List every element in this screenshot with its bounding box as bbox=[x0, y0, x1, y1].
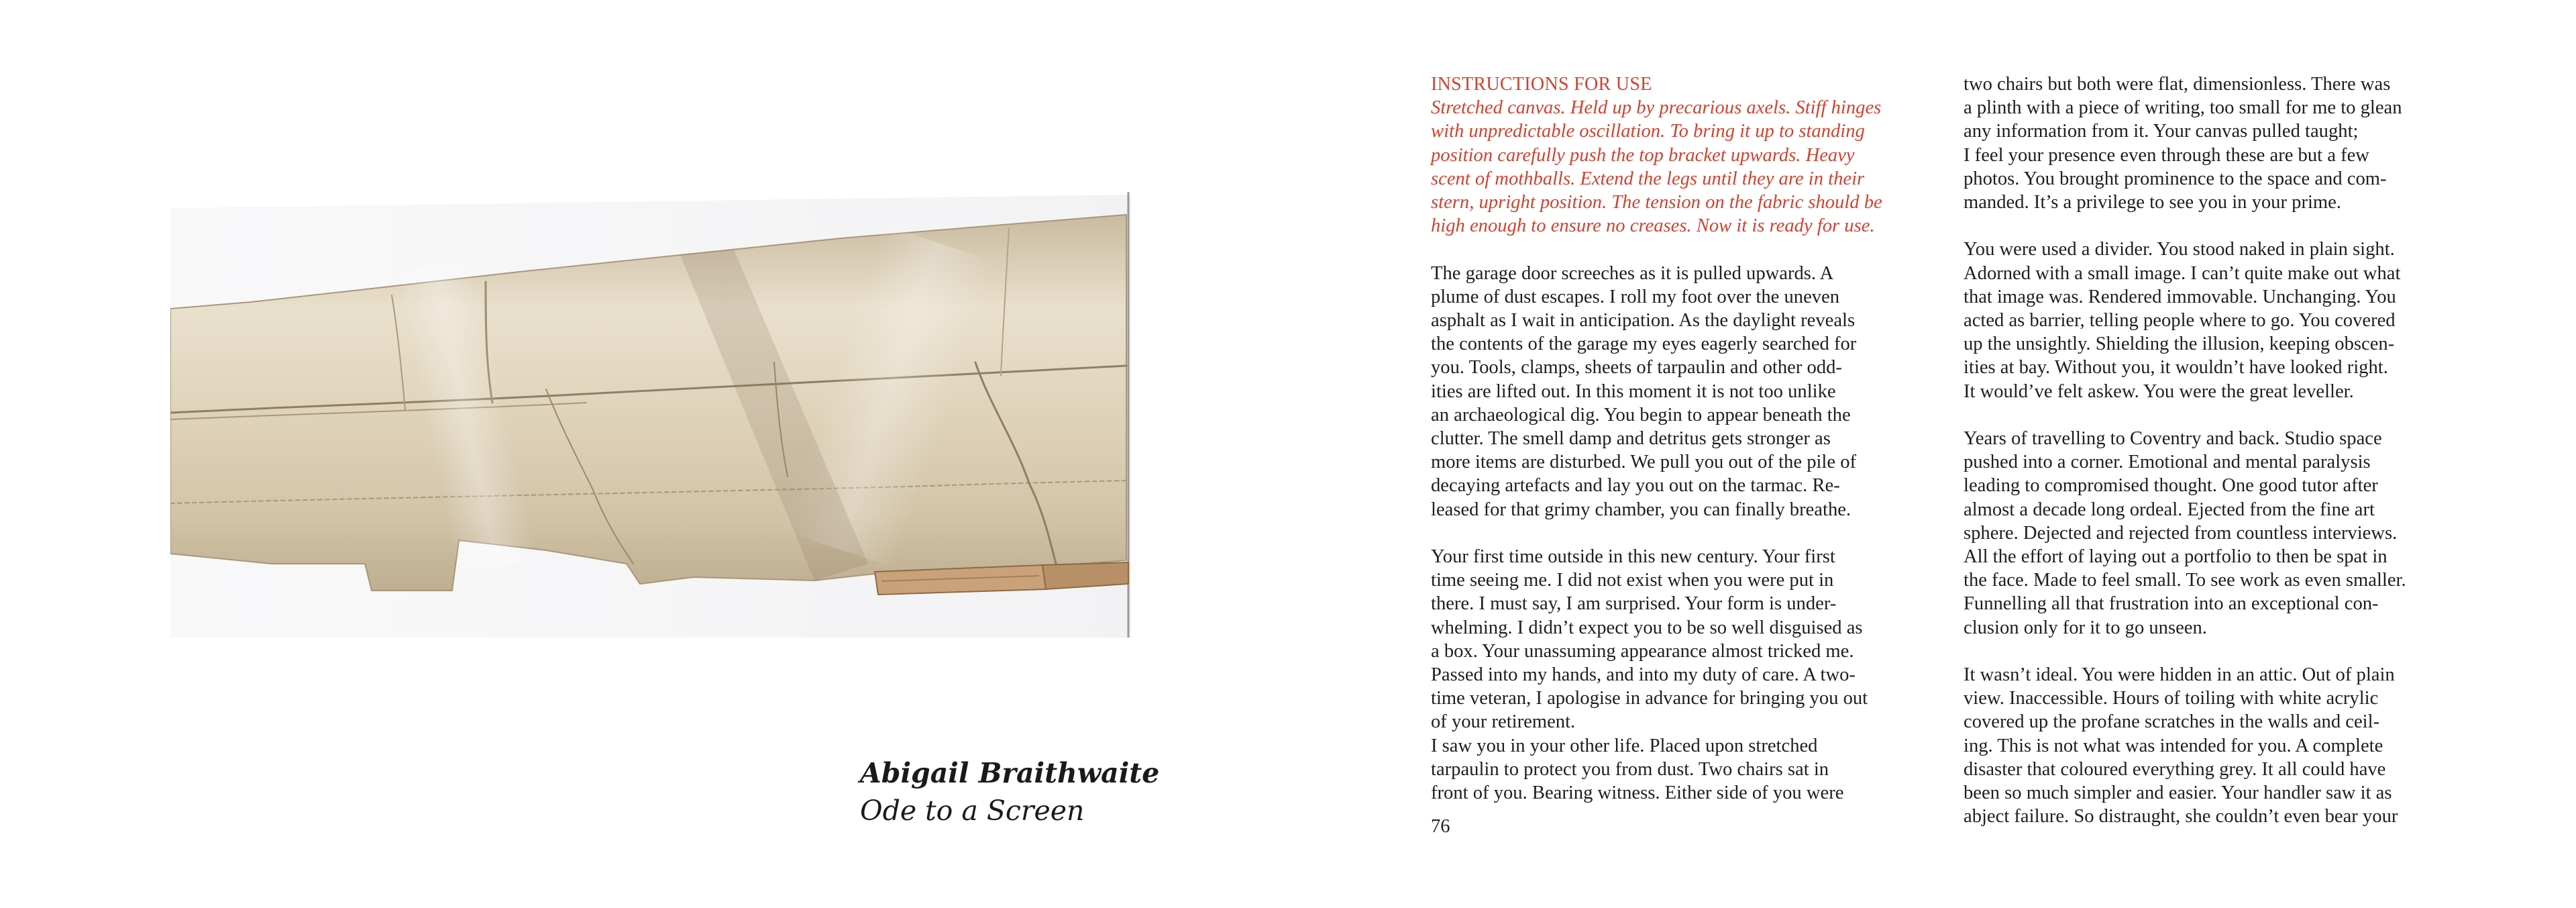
text-line: that image was. Rendered immovable. Unchanging. You bbox=[1964, 286, 2396, 307]
text-line: an archaeological dig. You begin to appear beneath the bbox=[1431, 404, 1851, 425]
text-line: pushed into a corner. Emotional and mental paralysis bbox=[1964, 452, 2371, 473]
text-line: photos. You brought prominence to the space and com- bbox=[1964, 168, 2387, 189]
text-line: I saw you in your other life. Placed upon stretched bbox=[1431, 735, 1818, 756]
text-line: manded. It’s a privilege to see you in your prime. bbox=[1964, 192, 2341, 213]
text-line: Stretched canvas. Held up by precarious axels. Stiff hinges bbox=[1431, 97, 1882, 119]
text-line: front of you. Bearing witness. Either side of you were bbox=[1431, 783, 1844, 804]
text-line: two chairs but both were flat, dimensionless. There was bbox=[1964, 74, 2391, 95]
text-line: disaster that coloured everything grey. It all could have bbox=[1964, 758, 2386, 780]
paragraph-two-chairs bbox=[1964, 72, 2473, 144]
text-line: high enough to ensure no creases. Now it is ready for use. bbox=[1431, 215, 1875, 237]
text-line: whelming. I didn’t expect you to be so well disguised as bbox=[1431, 617, 1863, 638]
paragraph-coventry bbox=[1964, 427, 2473, 640]
instructions-heading: INSTRUCTIONS FOR USE bbox=[1431, 74, 1652, 95]
text-line: tarpaulin to protect you from dust. Two chairs sat in bbox=[1431, 758, 1829, 780]
torn-canvas-image bbox=[170, 188, 1131, 638]
text-line: covered up the profane scratches in the walls and ceil- bbox=[1964, 711, 2380, 733]
instructions-text bbox=[1431, 96, 1941, 238]
text-line: leased for that grimy chamber, you can finally breathe. bbox=[1431, 499, 1851, 520]
text-line: any information from it. Your canvas pulled taught; bbox=[1964, 121, 2359, 142]
text-line: acted as barrier, telling people where to go. You covered bbox=[1964, 310, 2396, 332]
text-column-right bbox=[1964, 72, 2473, 828]
text-line: It would’ve felt askew. You were the great leveller. bbox=[1964, 381, 2354, 402]
text-line: Years of travelling to Coventry and back. Studio space bbox=[1964, 428, 2382, 450]
paragraph-first-time-outside bbox=[1431, 545, 1941, 734]
author-name: Abigail Braithwaite bbox=[860, 757, 1160, 789]
text-line: You were used a divider. You stood naked in plain sight. bbox=[1964, 239, 2395, 260]
paragraph-other-life bbox=[1431, 734, 1941, 805]
text-line: there. I must say, I am surprised. Your form is under- bbox=[1431, 593, 1837, 615]
text-line: more items are disturbed. We pull you out of the pile of bbox=[1431, 452, 1857, 473]
page-number: 76 bbox=[1431, 816, 1450, 837]
paragraph-presence bbox=[1964, 144, 2473, 215]
text-line: with unpredictable oscillation. To bring it up to standing bbox=[1431, 121, 1865, 142]
text-line: up the unsightly. Shielding the illusion, keeping obscen- bbox=[1964, 334, 2395, 355]
text-line: asphalt as I wait in anticipation. As the daylight reveals bbox=[1431, 310, 1856, 332]
text-line: decaying artefacts and lay you out on the tarmac. Re- bbox=[1431, 475, 1840, 497]
text-line: It wasn’t ideal. You were hidden in an attic. Out of plain bbox=[1964, 664, 2395, 686]
text-line: view. Inaccessible. Hours of toiling with white acrylic bbox=[1964, 688, 2379, 709]
text-line: of your retirement. bbox=[1431, 711, 1576, 733]
text-line: ities at bay. Without you, it wouldn’t have looked right. bbox=[1964, 357, 2388, 379]
canvas-photograph bbox=[170, 188, 1131, 638]
text-line: Passed into my hands, and into my duty of care. A two- bbox=[1431, 664, 1856, 686]
paragraph-attic bbox=[1964, 663, 2473, 828]
text-line: time seeing me. I did not exist when you were put in bbox=[1431, 570, 1834, 591]
artwork-caption bbox=[860, 754, 1236, 829]
text-line: Adorned with a small image. I can’t quite make out what bbox=[1964, 262, 2401, 284]
text-line: Funnelling all that frustration into an exceptional con- bbox=[1964, 593, 2379, 615]
text-line: ing. This is not what was intended for you. A complete bbox=[1964, 735, 2383, 756]
text-line: position carefully push the top bracket upwards. Heavy bbox=[1431, 144, 1855, 166]
text-line: you. Tools, clamps, sheets of tarpaulin and other odd- bbox=[1431, 357, 1842, 379]
text-column-left bbox=[1431, 72, 1941, 805]
text-line: leading to compromised thought. One good tutor after bbox=[1964, 475, 2378, 497]
artwork-title: Ode to a Screen bbox=[860, 795, 1085, 827]
text-line: stern, upright position. The tension on the fabric should be bbox=[1431, 192, 1882, 213]
text-line: been so much simpler and easier. Your handler saw it as bbox=[1964, 783, 2392, 804]
text-line: scent of mothballs. Extend the legs until they are in their bbox=[1431, 168, 1865, 189]
text-line: I feel your presence even through these are but a few bbox=[1964, 144, 2369, 166]
text-line: a plinth with a piece of writing, too small for me to glean bbox=[1964, 97, 2402, 119]
text-line: Your first time outside in this new century. Your first bbox=[1431, 546, 1835, 568]
text-line: time veteran, I apologise in advance for bringing you out bbox=[1431, 688, 1868, 709]
paragraph-divider bbox=[1964, 238, 2473, 403]
text-line: The garage door screeches as it is pulled upwards. A bbox=[1431, 262, 1834, 284]
text-line: clutter. The smell damp and detritus gets stronger as bbox=[1431, 428, 1831, 450]
paragraph-garage-door bbox=[1431, 262, 1941, 521]
text-line: almost a decade long ordeal. Ejected from the fine art bbox=[1964, 499, 2375, 520]
text-line: All the effort of laying out a portfolio to then be spat in bbox=[1964, 546, 2387, 568]
text-line: the face. Made to feel small. To see work as even smaller. bbox=[1964, 570, 2406, 591]
text-line: sphere. Dejected and rejected from countless interviews. bbox=[1964, 522, 2398, 544]
text-line: plume of dust escapes. I roll my foot over the uneven bbox=[1431, 286, 1840, 307]
text-line: the contents of the garage my eyes eagerly searched for bbox=[1431, 334, 1857, 355]
text-line: a box. Your unassuming appearance almost tricked me. bbox=[1431, 640, 1854, 662]
text-line: abject failure. So distraught, she couldn’t even bear your bbox=[1964, 806, 2398, 827]
text-line: clusion only for it to go unseen. bbox=[1964, 617, 2207, 638]
text-line: ities are lifted out. In this moment it is not too unlike bbox=[1431, 381, 1836, 402]
